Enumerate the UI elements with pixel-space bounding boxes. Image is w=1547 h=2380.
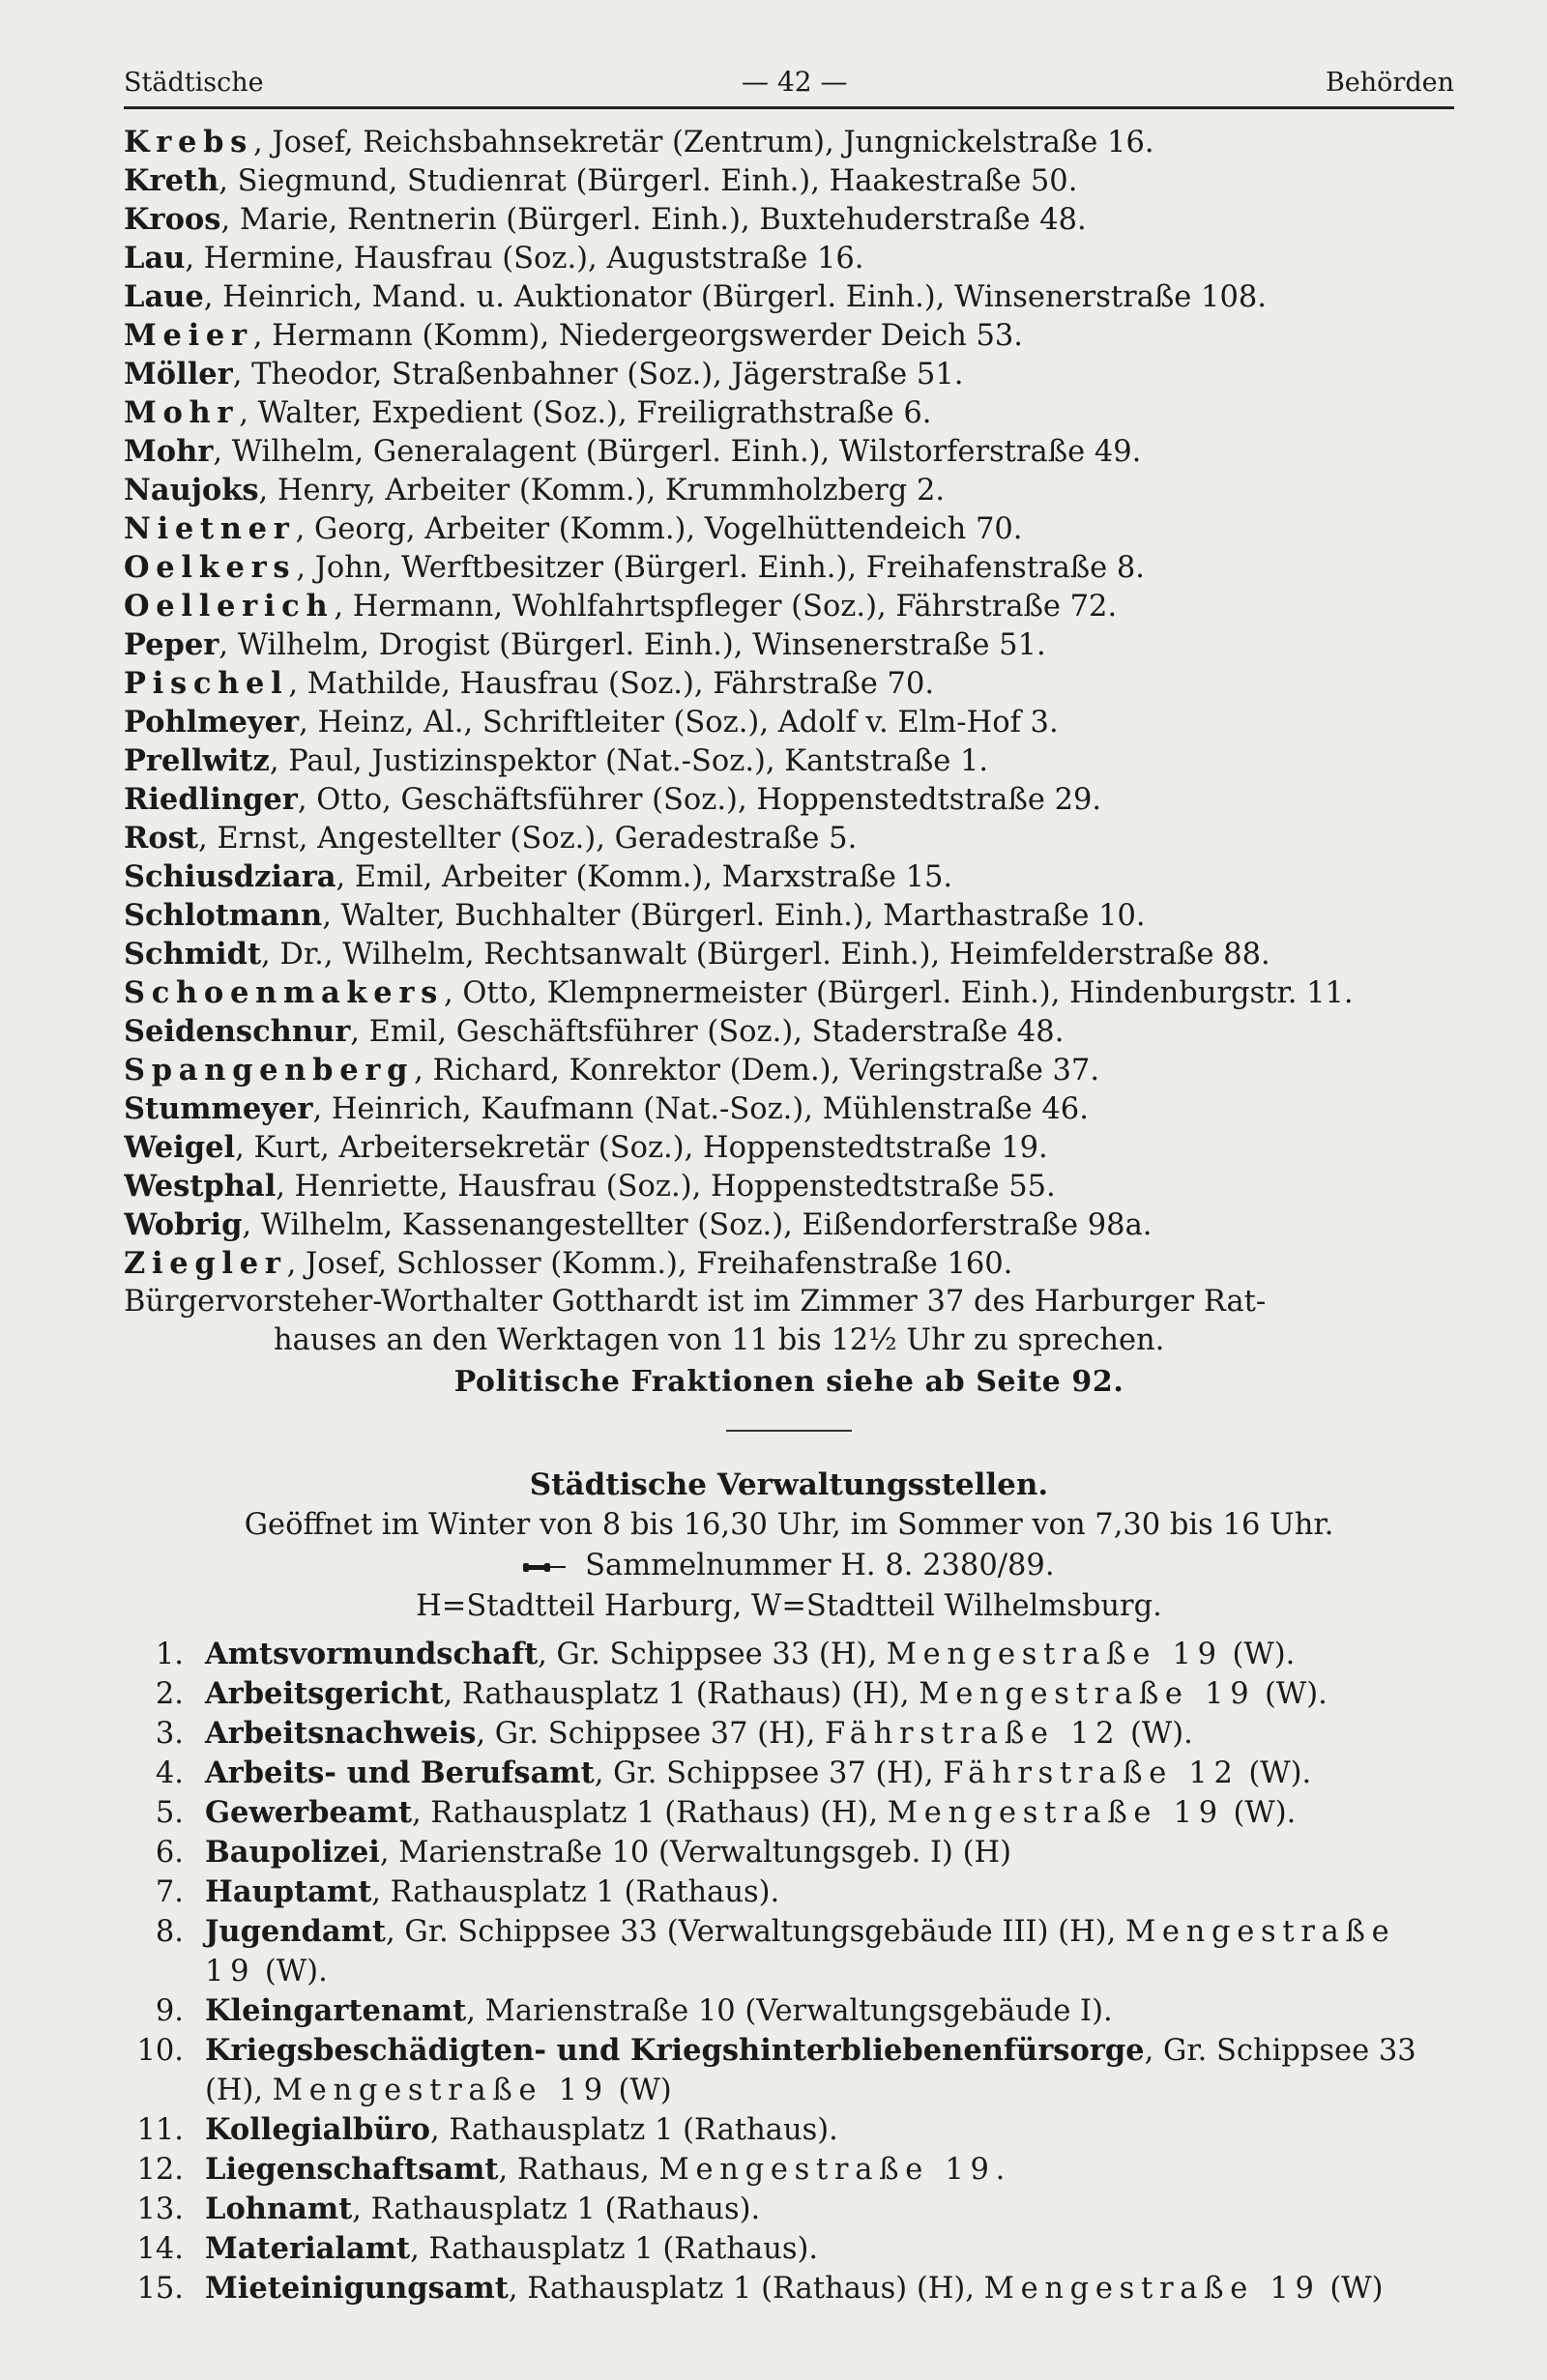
office-name: Arbeits- und Berufsamt bbox=[205, 1756, 595, 1790]
member-name: Stummeyer bbox=[124, 1091, 313, 1126]
list-item bbox=[124, 200, 1454, 239]
list-item bbox=[124, 1754, 1454, 1793]
office-number: 1. bbox=[155, 1638, 184, 1671]
member-name: Mohr bbox=[124, 395, 240, 430]
member-list bbox=[124, 123, 1454, 1283]
office-suffix: (W) bbox=[608, 2074, 672, 2107]
list-item bbox=[124, 1051, 1454, 1089]
list-item bbox=[124, 896, 1454, 935]
member-name: Oellerich bbox=[124, 589, 335, 624]
office-street: Mengestraße 19 bbox=[205, 1915, 1396, 1988]
member-details: , Hermine, Hausfrau (Soz.), Auguststraße 16. bbox=[185, 242, 864, 276]
office-name: Kollegialbüro bbox=[205, 2112, 430, 2147]
office-suffix: (W) bbox=[1320, 2272, 1384, 2306]
district-legend: H=Stadtteil Harburg, W=Stadtteil Wilhelmsburg. bbox=[416, 1589, 1162, 1623]
list-item bbox=[124, 509, 1454, 548]
list-item bbox=[124, 1872, 1454, 1912]
list-item bbox=[124, 587, 1454, 625]
list-item bbox=[124, 1205, 1454, 1244]
phone-number: Sammelnummer H. 8. 2380/89. bbox=[585, 1549, 1055, 1582]
list-item bbox=[124, 432, 1454, 471]
member-name: Seidenschnur bbox=[124, 1014, 351, 1049]
office-name: Materialamt bbox=[205, 2231, 411, 2266]
member-details: , Emil, Geschäftsführer (Soz.), Staderstraße 48. bbox=[350, 1015, 1065, 1049]
list-item bbox=[124, 2150, 1454, 2190]
office-address: , Rathausplatz 1 (Rathaus) (H), bbox=[412, 1796, 888, 1830]
member-details: , Josef, Reichsbahnsekretär (Zentrum), Jungnickelstraße 16. bbox=[253, 126, 1154, 160]
office-number: 14. bbox=[136, 2232, 184, 2266]
member-name: Möller bbox=[124, 357, 233, 392]
office-address: , Gr. Schippsee 33 (H), bbox=[538, 1638, 887, 1671]
list-item bbox=[124, 2269, 1454, 2308]
page-number: — 42 — bbox=[742, 66, 848, 98]
member-name: Prellwitz bbox=[124, 743, 270, 778]
office-address: , Marienstraße 10 (Verwaltungsgeb. I) (H) bbox=[379, 1836, 1012, 1870]
list-item bbox=[124, 1012, 1454, 1051]
member-name: Weigel bbox=[124, 1130, 236, 1165]
list-item bbox=[124, 1674, 1454, 1714]
section-title: Städtische Verwaltungsstellen. bbox=[529, 1467, 1049, 1502]
member-details: , John, Werftbesitzer (Bürgerl. Einh.), Freihafenstraße 8. bbox=[296, 551, 1146, 585]
list-item bbox=[124, 780, 1454, 819]
member-details: , Richard, Konrektor (Dem.), Veringstraße 37. bbox=[414, 1054, 1100, 1088]
section-divider bbox=[726, 1430, 852, 1432]
office-suffix: . bbox=[995, 2153, 1006, 2187]
member-name: Krebs bbox=[124, 125, 254, 160]
office-name: Mieteinigungsamt bbox=[205, 2271, 509, 2306]
office-name: Hauptamt bbox=[205, 1874, 372, 1909]
list-item bbox=[124, 1793, 1454, 1833]
office-street: Mengestraße 19 bbox=[887, 1796, 1224, 1830]
member-details: , Heinrich, Mand. u. Auktionator (Bürgerl. Einh.), Winsenerstraße 108. bbox=[203, 280, 1267, 314]
member-name: Laue bbox=[124, 279, 204, 314]
office-suffix: (W). bbox=[1121, 1717, 1193, 1751]
office-list bbox=[124, 1635, 1454, 2308]
list-item bbox=[124, 741, 1454, 780]
member-details: , Hermann (Komm), Niedergeorgswerder Deich 53. bbox=[252, 319, 1023, 353]
list-item bbox=[124, 857, 1454, 896]
member-details: , Ernst, Angestellter (Soz.), Geradestraße 5. bbox=[197, 822, 858, 856]
office-number: 11. bbox=[136, 2113, 184, 2147]
office-suffix: (W). bbox=[1239, 1756, 1312, 1790]
office-number: 5. bbox=[155, 1796, 184, 1830]
list-item bbox=[124, 1128, 1454, 1167]
office-number: 6. bbox=[155, 1836, 184, 1870]
member-details: , Wilhelm, Kassenangestellter (Soz.), Eißendorferstraße 98a. bbox=[242, 1208, 1153, 1242]
member-name: Schmidt bbox=[124, 937, 262, 972]
office-address: , Gr. Schippsee 33 (H), bbox=[205, 2034, 1416, 2107]
member-details: , Wilhelm, Generalagent (Bürgerl. Einh.), Wilstorferstraße 49. bbox=[213, 435, 1142, 469]
member-name: Oelkers bbox=[124, 550, 297, 585]
office-number: 8. bbox=[155, 1915, 184, 1949]
member-name: Pohlmeyer bbox=[124, 705, 300, 740]
list-item bbox=[124, 2031, 1454, 2110]
list-item bbox=[124, 2229, 1454, 2269]
office-address: , Rathausplatz 1 (Rathaus). bbox=[429, 2113, 838, 2147]
member-name: Rost bbox=[124, 821, 198, 856]
office-number: 4. bbox=[155, 1756, 184, 1790]
member-details: , Otto, Klempnermeister (Bürgerl. Einh.), Hindenburgstr. 11. bbox=[444, 976, 1354, 1010]
phone-line bbox=[124, 1546, 1454, 1586]
list-item bbox=[124, 1991, 1454, 2031]
list-item bbox=[124, 664, 1454, 703]
office-name: Gewerbeamt bbox=[205, 1795, 413, 1830]
list-item bbox=[124, 819, 1454, 857]
list-item bbox=[124, 973, 1454, 1012]
office-number: 10. bbox=[136, 2034, 184, 2068]
list-item bbox=[124, 239, 1454, 277]
member-details: , Walter, Buchhalter (Bürgerl. Einh.), Marthastraße 10. bbox=[322, 899, 1146, 933]
member-details: , Walter, Expedient (Soz.), Freiligrathstraße 6. bbox=[239, 396, 932, 430]
office-street: Mengestraße 19 bbox=[658, 2153, 996, 2187]
member-details: , Hermann, Wohlfahrtspfleger (Soz.), Fährstraße 72. bbox=[334, 590, 1118, 624]
office-name: Kleingartenamt bbox=[205, 1993, 467, 2028]
office-name: Arbeitsgericht bbox=[205, 1676, 444, 1711]
office-name: Kriegsbeschädigten- und Kriegshinterbliebenenfürsorge bbox=[205, 2033, 1145, 2068]
member-details: , Henry, Arbeiter (Komm.), Krummholzberg 2. bbox=[258, 474, 946, 508]
office-name: Arbeitsnachweis bbox=[205, 1716, 477, 1751]
office-name: Jugendamt bbox=[205, 1914, 386, 1949]
header-left: Städtische bbox=[124, 68, 264, 98]
office-street: Mengestraße 19 bbox=[886, 1638, 1223, 1671]
office-street: Fährstraße 12 bbox=[824, 1717, 1122, 1751]
list-item bbox=[124, 316, 1454, 355]
list-item bbox=[124, 1912, 1454, 1991]
office-name: Lohnamt bbox=[205, 2191, 353, 2226]
member-details: , Wilhelm, Drogist (Bürgerl. Einh.), Winsenerstraße 51. bbox=[219, 628, 1046, 662]
office-address: , Rathausplatz 1 (Rathaus). bbox=[410, 2232, 819, 2266]
list-item bbox=[124, 1167, 1454, 1205]
list-item bbox=[124, 1833, 1454, 1872]
member-details: , Otto, Geschäftsführer (Soz.), Hoppenstedtstraße 29. bbox=[297, 783, 1102, 817]
list-item bbox=[124, 1635, 1454, 1674]
list-item bbox=[124, 1244, 1454, 1283]
office-name: Amtsvormundschaft bbox=[205, 1637, 539, 1671]
office-street: Mengestraße 19 bbox=[983, 2272, 1321, 2306]
office-number: 7. bbox=[155, 1875, 184, 1909]
office-street: Mengestraße 19 bbox=[272, 2074, 609, 2107]
list-item bbox=[124, 548, 1454, 587]
list-item bbox=[124, 625, 1454, 664]
member-name: Riedlinger bbox=[124, 782, 298, 817]
office-name: Baupolizei bbox=[205, 1835, 380, 1870]
office-address: , Gr. Schippsee 37 (H), bbox=[476, 1717, 825, 1751]
member-name: Nietner bbox=[124, 511, 296, 546]
member-name: Pischel bbox=[124, 666, 289, 701]
member-name: Ziegler bbox=[124, 1246, 287, 1281]
member-name: Lau bbox=[124, 241, 186, 276]
list-item bbox=[124, 935, 1454, 973]
note-line-2: hauses an den Werktagen von 11 bis 12½ Uhr zu sprechen. bbox=[274, 1323, 1165, 1357]
member-name: Schiusdziara bbox=[124, 859, 336, 894]
office-name: Liegenschaftsamt bbox=[205, 2152, 499, 2187]
office-suffix: (W). bbox=[1222, 1638, 1296, 1671]
office-street: Fährstraße 12 bbox=[943, 1756, 1240, 1790]
office-number: 12. bbox=[136, 2153, 184, 2187]
telephone-icon bbox=[523, 1560, 566, 1574]
member-details: , Kurt, Arbeitersekretär (Soz.), Hoppenstedtstraße 19. bbox=[235, 1131, 1048, 1165]
list-item bbox=[124, 277, 1454, 316]
member-name: Meier bbox=[124, 318, 253, 353]
list-item bbox=[124, 123, 1454, 161]
office-suffix: (W). bbox=[1255, 1677, 1328, 1711]
member-name: Peper bbox=[124, 627, 219, 662]
fractions-reference: Politische Fraktionen siehe ab Seite 92. bbox=[453, 1365, 1124, 1399]
office-address: , Gr. Schippsee 37 (H), bbox=[594, 1756, 944, 1790]
list-item bbox=[124, 2110, 1454, 2150]
list-item bbox=[124, 355, 1454, 393]
office-address: , Rathausplatz 1 (Rathaus) (H), bbox=[443, 1677, 919, 1711]
office-number: 15. bbox=[136, 2272, 184, 2306]
member-name: Naujoks bbox=[124, 473, 259, 508]
member-details: , Heinrich, Kaufmann (Nat.-Soz.), Mühlenstraße 46. bbox=[312, 1092, 1089, 1126]
member-details: , Mathilde, Hausfrau (Soz.), Fährstraße 70. bbox=[288, 667, 935, 701]
list-item bbox=[124, 1714, 1454, 1754]
office-number: 2. bbox=[155, 1677, 184, 1711]
office-address: , Rathausplatz 1 (Rathaus). bbox=[371, 1875, 780, 1909]
member-details: , Josef, Schlosser (Komm.), Freihafenstraße 160. bbox=[286, 1247, 1013, 1281]
list-item bbox=[124, 161, 1454, 200]
member-details: , Heinz, Al., Schriftleiter (Soz.), Adolf v. Elm-Hof 3. bbox=[299, 706, 1059, 740]
member-details: , Dr., Wilhelm, Rechtsanwalt (Bürgerl. Einh.), Heimfelderstraße 88. bbox=[261, 938, 1270, 972]
member-name: Schoenmakers bbox=[124, 975, 445, 1010]
office-suffix: (W). bbox=[1223, 1796, 1297, 1830]
list-item bbox=[124, 703, 1454, 741]
office-address: , Rathausplatz 1 (Rathaus) (H), bbox=[508, 2272, 984, 2306]
member-name: Wobrig bbox=[124, 1207, 243, 1242]
member-name: Kroos bbox=[124, 202, 221, 237]
list-item bbox=[124, 471, 1454, 509]
note-line-1: Bürgervorsteher-Worthalter Gotthardt ist im Zimmer 37 des Harburger Rat- bbox=[124, 1285, 1267, 1319]
office-address: , Gr. Schippsee 33 (Verwaltungsgebäude III) (H), bbox=[385, 1915, 1125, 1949]
opening-hours: Geöffnet im Winter von 8 bis 16,30 Uhr, im Sommer von 7,30 bis 16 Uhr. bbox=[244, 1508, 1334, 1542]
member-name: Mohr bbox=[124, 434, 214, 469]
office-number: 9. bbox=[155, 1994, 184, 2028]
list-item bbox=[124, 1089, 1454, 1128]
member-details: , Theodor, Straßenbahner (Soz.), Jägerstraße 51. bbox=[232, 358, 964, 392]
member-name: Kreth bbox=[124, 163, 219, 198]
office-address: , Rathaus, bbox=[498, 2153, 659, 2187]
member-details: , Paul, Justizinspektor (Nat.-Soz.), Kantstraße 1. bbox=[269, 744, 989, 778]
office-suffix: (W). bbox=[255, 1955, 328, 1988]
page-header bbox=[124, 66, 1454, 109]
member-name: Spangenberg bbox=[124, 1053, 415, 1088]
header-right: Behörden bbox=[1325, 68, 1454, 98]
member-name: Schlotmann bbox=[124, 898, 323, 933]
office-address: , Marienstraße 10 (Verwaltungsgebäude I). bbox=[466, 1994, 1113, 2028]
member-details: , Henriette, Hausfrau (Soz.), Hoppenstedtstraße 55. bbox=[276, 1170, 1056, 1204]
member-details: , Georg, Arbeiter (Komm.), Vogelhüttendeich 70. bbox=[295, 512, 1023, 546]
office-street: Mengestraße 19 bbox=[919, 1677, 1256, 1711]
list-item bbox=[124, 393, 1454, 432]
list-item bbox=[124, 2190, 1454, 2229]
office-hours-note bbox=[124, 1283, 1454, 1360]
member-name: Westphal bbox=[124, 1169, 277, 1204]
office-number: 3. bbox=[155, 1717, 184, 1751]
office-address: , Rathausplatz 1 (Rathaus). bbox=[352, 2192, 761, 2226]
member-details: , Marie, Rentnerin (Bürgerl. Einh.), Buxtehuderstraße 48. bbox=[220, 203, 1087, 237]
member-details: , Emil, Arbeiter (Komm.), Marxstraße 15. bbox=[336, 860, 953, 894]
member-details: , Siegmund, Studienrat (Bürgerl. Einh.), Haakestraße 50. bbox=[219, 164, 1078, 198]
office-number: 13. bbox=[136, 2192, 184, 2226]
